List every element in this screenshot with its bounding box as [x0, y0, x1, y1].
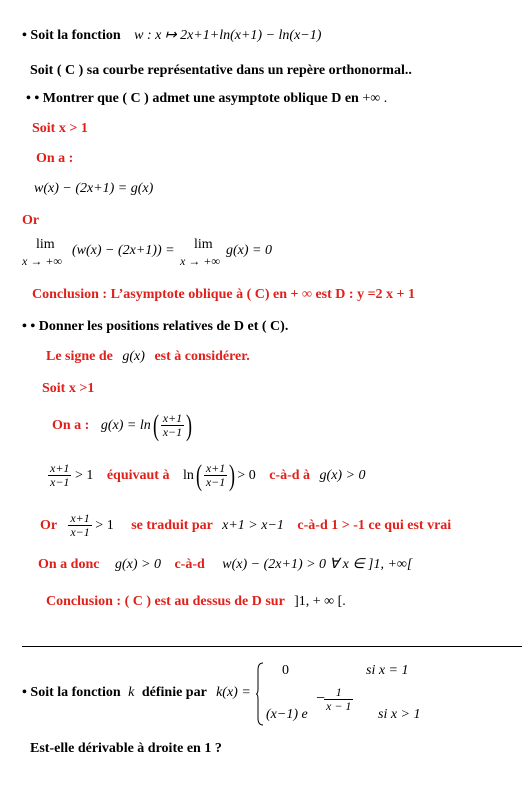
g-positive: g(x) > 0: [319, 468, 366, 483]
case1-value: 0: [282, 663, 289, 678]
exponent-fraction: [324, 686, 353, 713]
bullet-text: • Soit la fonction: [22, 28, 121, 43]
exponent-numerator: 1: [324, 686, 353, 700]
function-k-intro: [22, 684, 251, 702]
infinity-symbol: +∞ .: [362, 91, 388, 106]
g-formula: g(x) = ln: [100, 418, 151, 433]
fraction: [48, 462, 71, 489]
w-minus-line-positive: w(x) − (2x+1) > 0 ∀ x ∈ ]1, +∞[: [222, 557, 413, 572]
inequality: x+1 > x−1: [222, 518, 284, 533]
question-derivable: Est-elle dérivable à droite en 1 ?: [30, 741, 222, 756]
lim-subscript: x → +∞: [22, 254, 62, 268]
conclusion-position: [46, 593, 346, 611]
on-a-label: On a :: [36, 151, 74, 166]
let-x-greater-1: Soit x > 1: [32, 121, 88, 136]
fraction: [161, 412, 184, 439]
numerator: x+1: [162, 411, 183, 426]
w-function-formula: w : x ↦ 2x+1+ln(x+1) − ln(x−1): [134, 28, 322, 43]
bullet-text: • Soit la fonction: [22, 685, 121, 700]
or-label: Or: [40, 518, 57, 533]
denominator: x−1: [162, 425, 183, 440]
greater-than-one: > 1: [74, 468, 94, 483]
left-paren: (: [195, 458, 202, 492]
denominator: x−1: [70, 525, 90, 540]
left-paren: (: [152, 408, 159, 442]
case2-value: (x−1) e: [266, 707, 308, 722]
question-positions: • • Donner les positions relatives de D et ( C).: [22, 319, 289, 334]
interval: ]1, + ∞ [.: [294, 594, 346, 609]
exponent-minus: −: [316, 690, 326, 707]
right-paren: ): [186, 408, 193, 442]
on-a-label: On a :: [52, 418, 90, 433]
denominator: x−1: [205, 475, 226, 490]
cad-text: c-à-d: [174, 557, 205, 572]
ln-operator: ln: [182, 468, 194, 483]
cad-text: c-à-d 1 > -1 ce qui est vrai: [297, 518, 452, 533]
numerator: x+1: [70, 511, 90, 526]
k-symbol: k: [128, 685, 135, 700]
equivaut-text: équivaut à: [106, 468, 170, 483]
limit-equation: [22, 236, 322, 268]
greater-than-one: > 1: [95, 518, 114, 533]
fraction: [68, 512, 91, 539]
cad-text: c-à-d à: [269, 468, 311, 483]
g-definition: [52, 408, 194, 444]
fraction: [204, 462, 227, 489]
greater-than-zero: > 0: [237, 468, 256, 483]
or-label: Or: [22, 213, 40, 228]
k-of-x: k(x) =: [216, 685, 251, 700]
right-paren: ): [229, 458, 236, 492]
sign-of-g: [46, 348, 250, 366]
question-asymptote: [26, 90, 387, 108]
divider: [22, 646, 522, 647]
numerator: x+1: [205, 461, 226, 476]
conclusion-text: Conclusion : ( C ) est au dessus de D sur: [46, 594, 285, 609]
definie-par-text: définie par: [141, 685, 207, 700]
on-a-donc-text: On a donc: [38, 557, 100, 572]
g-positive: g(x) > 0: [114, 557, 161, 572]
therefore-line: [38, 556, 412, 574]
left-brace: [256, 662, 264, 726]
conclusion-asymptote: Conclusion : L’asymptote oblique à ( C) en + ∞ est D : y =2 x + 1: [32, 287, 416, 302]
let-x-greater-1-b: Soit x >1: [42, 381, 95, 396]
denominator: x−1: [50, 475, 70, 490]
question-text: • • Montrer que ( C ) admet une asymptote oblique D en: [26, 91, 359, 106]
se-traduit-text: se traduit par: [131, 518, 213, 533]
equivalence-line: [48, 458, 366, 494]
curve-statement: Soit ( C ) sa courbe représentative dans un repère orthonormal..: [30, 63, 412, 78]
lim-expression: g(x) = 0: [226, 243, 272, 258]
sign-text-rest: est à considérer.: [154, 349, 250, 364]
lim-operator: lim: [36, 237, 55, 252]
lim-operator: lim: [194, 237, 213, 252]
lim-subscript: x → +∞: [180, 254, 220, 268]
case2-condition: si x > 1: [378, 707, 421, 722]
function-w-definition: [22, 27, 321, 45]
case1-condition: si x = 1: [366, 663, 409, 678]
lim-expression: (w(x) − (2x+1)) =: [72, 243, 175, 258]
g-of-x: g(x): [122, 349, 145, 364]
translation-line: [40, 508, 451, 544]
numerator: x+1: [50, 461, 70, 476]
exponent-denominator: x − 1: [326, 699, 352, 713]
difference-equation: w(x) − (2x+1) = g(x): [34, 181, 154, 196]
sign-text: Le signe de: [46, 349, 113, 364]
